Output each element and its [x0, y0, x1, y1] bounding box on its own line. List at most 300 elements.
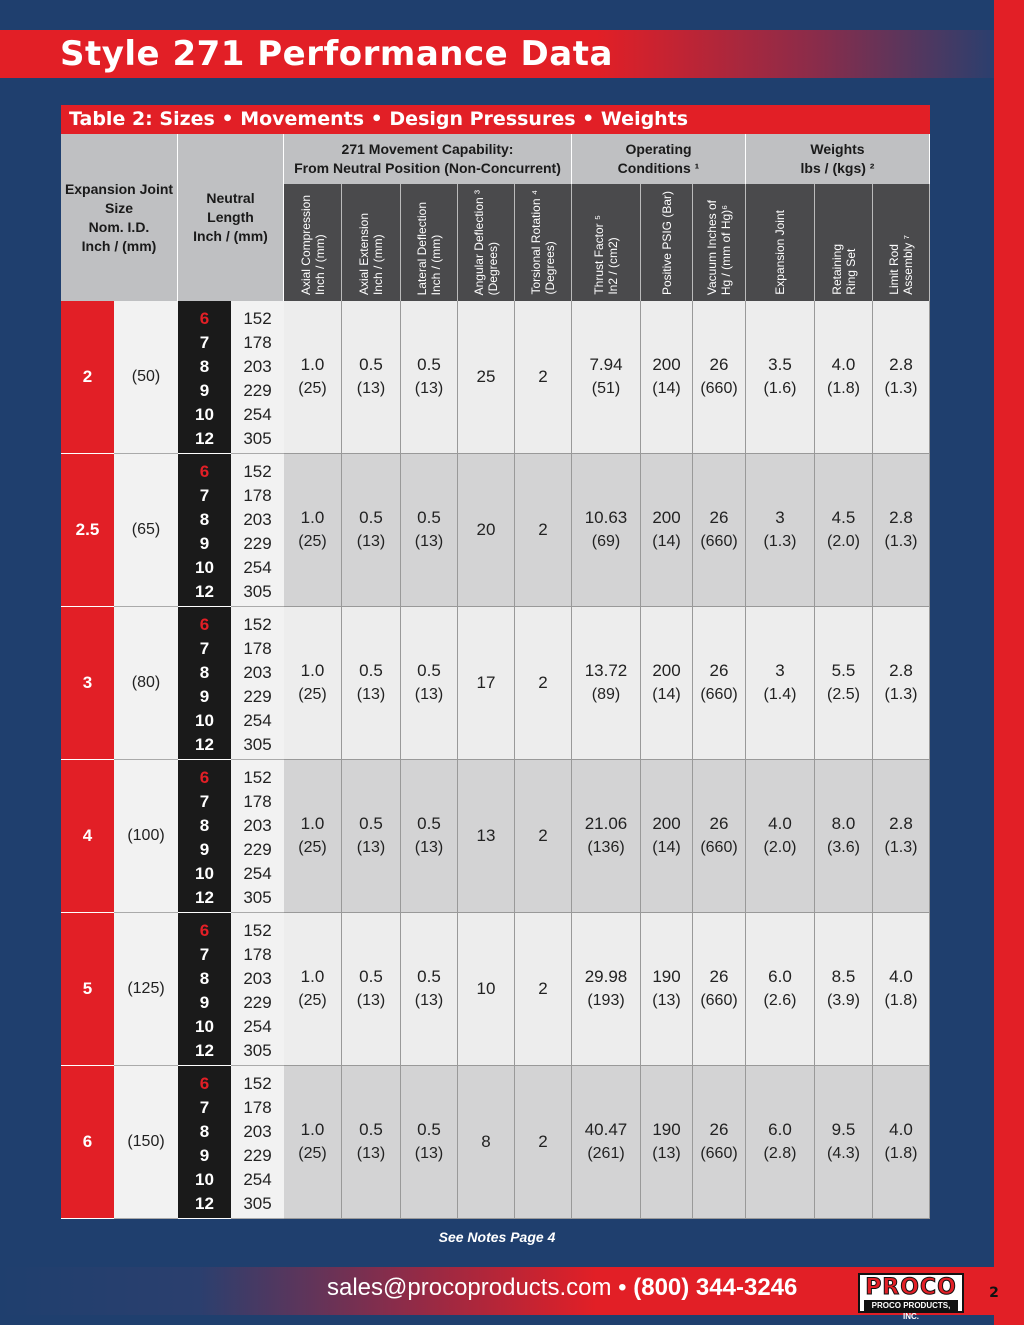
- table-cell: [572, 607, 641, 760]
- neutral-length-inch: 9: [199, 534, 210, 553]
- cell-value: 10.63: [584, 508, 628, 527]
- table-cell: [284, 1066, 342, 1219]
- cell-value: 4.0: [889, 1120, 913, 1139]
- cell-value: 8.0: [831, 814, 856, 833]
- column-header-line2: Inch / (mm): [312, 234, 327, 295]
- cell-metric-value: (2.5): [827, 686, 860, 703]
- column-header-line1: Lateral Deflection: [415, 201, 429, 295]
- header-line: Nom. I.D.: [88, 218, 150, 235]
- cell-value: 200: [652, 508, 681, 527]
- neutral-length-mm: 229: [243, 687, 272, 706]
- cell-value: 2.8: [889, 661, 913, 680]
- table-cell: [873, 1066, 930, 1219]
- table-cell: [572, 301, 641, 454]
- phone-number[interactable]: (800) 344-3246: [633, 1274, 798, 1301]
- table-cell: [458, 301, 515, 454]
- table-cell: [401, 1066, 458, 1219]
- cell-value: 2: [538, 1132, 548, 1151]
- cell-value: 1.0: [300, 1120, 325, 1139]
- column-header-line1: Axial Extension: [357, 212, 371, 295]
- cell-value: 26: [709, 967, 729, 986]
- column-header-line1: Expansion Joint: [773, 210, 787, 295]
- neutral-length-mm: 178: [243, 1098, 272, 1117]
- neutral-length-inch: 9: [199, 687, 210, 706]
- cell-value: 40.47: [584, 1120, 628, 1139]
- table-cell: [873, 760, 930, 913]
- cell-value: 8.5: [831, 967, 856, 986]
- email-link[interactable]: sales@procoproducts.com: [327, 1274, 612, 1301]
- cell-value: 9.5: [831, 1120, 856, 1139]
- header-line: Length: [207, 209, 254, 225]
- column-header: [284, 184, 342, 301]
- table-cell: [515, 1066, 572, 1219]
- header-weights: [746, 134, 930, 184]
- table-cell: [458, 1066, 515, 1219]
- table-cell: [401, 760, 458, 913]
- proco-logo: [858, 1273, 964, 1321]
- cell-value: 0.5: [417, 355, 441, 374]
- table-cell: [342, 760, 401, 913]
- cell-value: 200: [652, 661, 681, 680]
- cell-value: 2: [538, 826, 548, 845]
- table-cell: [284, 607, 342, 760]
- page-title: Style 271 Performance Data: [60, 34, 613, 74]
- column-header-line2: Inch / (mm): [371, 234, 385, 295]
- column-header: [572, 184, 641, 301]
- column-header-line2: Hg / (mm of Hg)⁶: [719, 204, 733, 295]
- cell-value: 190: [652, 967, 681, 986]
- table-cell: [284, 913, 342, 1066]
- column-header-line1: Limit Rod: [887, 244, 901, 295]
- cell-value: 0.5: [417, 967, 441, 986]
- cell-metric-value: (193): [587, 992, 625, 1009]
- table-cell: [458, 913, 515, 1066]
- cell-metric-value: (13): [356, 992, 386, 1009]
- cell-metric-value: (14): [652, 839, 681, 856]
- cell-value: 4.0: [889, 967, 913, 986]
- table-cell: [873, 454, 930, 607]
- neutral-length-mm: 152: [243, 615, 272, 634]
- cell-metric-value: (14): [652, 380, 681, 397]
- cell-metric-value: (2.8): [763, 1145, 797, 1162]
- table-cell: [572, 1066, 641, 1219]
- table-cell: [815, 760, 873, 913]
- table-cell: [342, 454, 401, 607]
- neutral-length-mm: 305: [243, 888, 272, 907]
- neutral-length-mm: 178: [243, 945, 272, 964]
- cell-metric-value: (2.0): [763, 839, 797, 856]
- cell-value: 0.5: [417, 1120, 441, 1139]
- neutral-length-mm: 203: [243, 357, 272, 376]
- table-cell: [515, 301, 572, 454]
- cell-value: 2: [538, 673, 548, 692]
- table-cell: [284, 454, 342, 607]
- table-cell: [693, 760, 746, 913]
- table-cell: [815, 913, 873, 1066]
- cell-metric-value: (3.9): [827, 992, 860, 1009]
- table-cell: [641, 301, 693, 454]
- cell-metric-value: (1.4): [763, 686, 797, 703]
- cell-value: 0.5: [417, 508, 441, 527]
- table-cell: [515, 454, 572, 607]
- table-cell: [458, 454, 515, 607]
- size-mm: (100): [114, 760, 178, 913]
- header-line: Size: [104, 199, 133, 216]
- cell-value: 0.5: [359, 508, 383, 527]
- neutral-length-mm: 178: [243, 486, 272, 505]
- table-cell: [515, 913, 572, 1066]
- page-number: 2: [989, 1285, 999, 1301]
- table-caption: Table 2: Sizes • Movements • Design Pressures • Weights: [61, 105, 930, 134]
- neutral-length-mm: 178: [243, 792, 272, 811]
- table-cell: [401, 607, 458, 760]
- neutral-length-mm: 178: [243, 639, 272, 658]
- table-cell: [572, 913, 641, 1066]
- neutral-length-inch-list: [178, 1066, 231, 1219]
- size-inch: 3: [61, 607, 114, 760]
- neutral-length-mm: 203: [243, 1122, 272, 1141]
- neutral-length-inch: 9: [199, 1146, 210, 1165]
- header-movement: [284, 134, 572, 184]
- size-inch: 4: [61, 760, 114, 913]
- neutral-length-inch: 9: [199, 993, 210, 1012]
- table-cell: [746, 454, 815, 607]
- column-header-text: [660, 191, 674, 295]
- cell-metric-value: (1.3): [884, 533, 918, 550]
- neutral-length-inch-list: [178, 301, 231, 454]
- header-operating: [572, 134, 746, 184]
- header-line: 271 Movement Capability:: [341, 141, 514, 157]
- table-cell: [641, 607, 693, 760]
- cell-value: 200: [652, 355, 681, 374]
- column-header: [815, 184, 873, 301]
- neutral-length-mm: 305: [243, 582, 272, 601]
- column-header-text: [472, 190, 500, 295]
- neutral-length-inch: 10: [195, 558, 214, 577]
- cell-metric-value: (25): [298, 839, 327, 856]
- neutral-length-inch: 10: [195, 405, 214, 424]
- table-cell: [458, 760, 515, 913]
- neutral-length-inch: 7: [199, 792, 210, 811]
- cell-metric-value: (13): [414, 533, 444, 550]
- column-header-line1: Thrust Factor ⁵: [592, 215, 606, 295]
- cell-value: 2.8: [889, 355, 913, 374]
- cell-value: 7.94: [589, 355, 623, 374]
- neutral-length-mm: 152: [243, 768, 272, 787]
- cell-metric-value: (69): [591, 533, 621, 550]
- table-cell: [746, 301, 815, 454]
- neutral-length-mm: 152: [243, 462, 272, 481]
- table-cell: [515, 607, 572, 760]
- cell-value: 20: [476, 520, 496, 539]
- cell-metric-value: (13): [414, 380, 444, 397]
- column-header-text: [887, 235, 915, 295]
- cell-metric-value: (660): [700, 1145, 738, 1162]
- cell-value: 1.0: [300, 967, 325, 986]
- notes-reference: See Notes Page 4: [438, 1229, 556, 1245]
- cell-metric-value: (25): [298, 533, 327, 550]
- table-cell: [641, 913, 693, 1066]
- neutral-length-inch: 10: [195, 1170, 214, 1189]
- neutral-length-inch: 6: [199, 462, 210, 481]
- neutral-length-mm-list: [231, 454, 284, 607]
- neutral-length-mm: 254: [243, 711, 272, 730]
- cell-metric-value: (4.3): [827, 1145, 860, 1162]
- table-cell: [693, 454, 746, 607]
- table-cell: [693, 913, 746, 1066]
- neutral-length-inch: 8: [199, 663, 210, 682]
- column-header-line2: Assembly ⁷: [901, 235, 915, 295]
- neutral-length-inch: 12: [195, 429, 214, 448]
- cell-value: 3.5: [768, 355, 792, 374]
- neutral-length-mm: 229: [243, 993, 272, 1012]
- neutral-length-inch: 8: [199, 969, 210, 988]
- cell-metric-value: (1.3): [763, 533, 797, 550]
- table-cell: [873, 607, 930, 760]
- neutral-length-inch: 12: [195, 735, 214, 754]
- neutral-length-inch-list: [178, 454, 231, 607]
- table-cell: [572, 760, 641, 913]
- cell-metric-value: (2.0): [827, 533, 860, 550]
- cell-metric-value: (660): [700, 533, 738, 550]
- size-mm: (125): [114, 913, 178, 1066]
- neutral-length-inch: 10: [195, 1017, 214, 1036]
- cell-metric-value: (1.8): [884, 1145, 918, 1162]
- cell-value: 21.06: [584, 814, 628, 833]
- column-header-text: [705, 200, 733, 295]
- cell-value: 13.72: [584, 661, 628, 680]
- table-cell: [342, 607, 401, 760]
- table-cell: [284, 760, 342, 913]
- cell-value: 25: [476, 367, 496, 386]
- column-header-text: [592, 215, 620, 295]
- neutral-length-inch: 6: [199, 1074, 210, 1093]
- cell-metric-value: (261): [587, 1145, 625, 1162]
- cell-value: 26: [709, 661, 729, 680]
- neutral-length-inch: 8: [199, 1122, 210, 1141]
- cell-metric-value: (13): [356, 686, 386, 703]
- size-inch: 2: [61, 301, 114, 454]
- size-inch: 2.5: [61, 454, 114, 607]
- column-header: [401, 184, 458, 301]
- cell-value: 2.8: [889, 508, 913, 527]
- neutral-length-inch: 8: [199, 357, 210, 376]
- column-header: [641, 184, 693, 301]
- performance-table: [61, 105, 930, 1219]
- neutral-length-mm: 229: [243, 381, 272, 400]
- cell-metric-value: (1.3): [884, 839, 918, 856]
- cell-value: 2: [538, 520, 548, 539]
- cell-value: 6.0: [768, 967, 792, 986]
- neutral-length-inch: 8: [199, 816, 210, 835]
- cell-value: 29.98: [584, 967, 628, 986]
- cell-metric-value: (1.8): [827, 380, 860, 397]
- size-mm: (65): [114, 454, 178, 607]
- table-cell: [641, 760, 693, 913]
- header-line: Conditions ¹: [617, 160, 700, 176]
- cell-metric-value: (51): [591, 380, 621, 397]
- neutral-length-mm: 229: [243, 1146, 272, 1165]
- cell-metric-value: (660): [700, 380, 738, 397]
- neutral-length-inch: 6: [199, 768, 210, 787]
- cell-value: 4.5: [831, 508, 856, 527]
- header-line: Operating: [625, 141, 692, 157]
- cell-metric-value: (13): [414, 1145, 444, 1162]
- cell-value: 0.5: [359, 814, 383, 833]
- cell-value: 0.5: [417, 814, 441, 833]
- cell-metric-value: (1.3): [884, 686, 918, 703]
- cell-value: 0.5: [359, 1120, 383, 1139]
- column-header-text: [773, 210, 787, 295]
- header-line: From Neutral Position (Non-Concurrent): [294, 160, 561, 176]
- cell-metric-value: (1.6): [763, 380, 797, 397]
- cell-value: 4.0: [768, 814, 792, 833]
- cell-metric-value: (1.3): [884, 380, 918, 397]
- table-cell: [401, 301, 458, 454]
- table-cell: [746, 607, 815, 760]
- column-header-line1: Positive PSIG (Bar): [659, 190, 674, 295]
- neutral-length-inch-list: [178, 913, 231, 1066]
- right-accent-bar: [994, 0, 1024, 1325]
- neutral-length-inch: 12: [195, 1194, 214, 1213]
- table-cell: [641, 454, 693, 607]
- table-cell: [693, 301, 746, 454]
- neutral-length-inch: 12: [195, 1041, 214, 1060]
- neutral-length-inch: 6: [199, 921, 210, 940]
- table-cell: [873, 913, 930, 1066]
- table-cell: [873, 301, 930, 454]
- logo-word: PROCO: [865, 1275, 957, 1300]
- neutral-length-inch: 6: [199, 615, 210, 634]
- cell-value: 26: [709, 1120, 729, 1139]
- table-cell: [342, 301, 401, 454]
- cell-metric-value: (13): [414, 686, 444, 703]
- cell-value: 1.0: [300, 508, 325, 527]
- neutral-length-mm: 152: [243, 921, 272, 940]
- cell-value: 17: [476, 673, 496, 692]
- neutral-length-inch: 7: [199, 333, 210, 352]
- column-header-line1: Axial Compression: [298, 194, 313, 295]
- column-header-text: [529, 190, 557, 295]
- neutral-length-inch-list: [178, 760, 231, 913]
- neutral-length-mm: 254: [243, 1017, 272, 1036]
- cell-metric-value: (13): [356, 839, 386, 856]
- cell-value: 200: [652, 814, 681, 833]
- table-cell: [401, 454, 458, 607]
- neutral-length-inch-list: [178, 607, 231, 760]
- table-cell: [693, 1066, 746, 1219]
- neutral-length-mm: 203: [243, 663, 272, 682]
- neutral-length-mm: 203: [243, 816, 272, 835]
- table-cell: [815, 607, 873, 760]
- cell-value: 2: [538, 979, 548, 998]
- cell-metric-value: (660): [700, 992, 738, 1009]
- column-header: [693, 184, 746, 301]
- neutral-length-mm-list: [231, 913, 284, 1066]
- cell-metric-value: (14): [652, 533, 681, 550]
- cell-value: 0.5: [359, 661, 383, 680]
- table-cell: [746, 1066, 815, 1219]
- cell-value: 13: [476, 826, 496, 845]
- logo-subtitle: PROCO PRODUCTS, INC.: [864, 1300, 958, 1311]
- column-header: [746, 184, 815, 301]
- column-header-text: [830, 244, 858, 295]
- neutral-length-inch: 12: [195, 888, 214, 907]
- cell-metric-value: (1.8): [884, 992, 918, 1009]
- neutral-length-inch: 10: [195, 711, 214, 730]
- header-line: Weights: [810, 141, 865, 157]
- neutral-length-mm: 229: [243, 534, 272, 553]
- neutral-length-inch: 9: [199, 381, 210, 400]
- neutral-length-inch: 7: [199, 486, 210, 505]
- neutral-length-inch: 7: [199, 1098, 210, 1117]
- neutral-length-mm: 254: [243, 864, 272, 883]
- column-header-text: [299, 195, 327, 295]
- neutral-length-mm: 305: [243, 429, 272, 448]
- column-header: [342, 184, 401, 301]
- cell-value: 26: [709, 508, 729, 527]
- cell-value: 2.8: [889, 814, 913, 833]
- size-mm: (80): [114, 607, 178, 760]
- table-cell: [815, 454, 873, 607]
- column-header-line2: In2 / (cm2): [606, 237, 620, 295]
- cell-metric-value: (25): [298, 992, 327, 1009]
- neutral-length-inch: 7: [199, 945, 210, 964]
- cell-metric-value: (25): [298, 1145, 327, 1162]
- size-mm: (50): [114, 301, 178, 454]
- column-header-line2: Ring Set: [843, 248, 858, 295]
- table-cell: [815, 301, 873, 454]
- cell-value: 4.0: [831, 355, 856, 374]
- cell-metric-value: (13): [414, 992, 444, 1009]
- cell-metric-value: (660): [700, 839, 738, 856]
- neutral-length-mm: 305: [243, 1194, 272, 1213]
- table-cell: [284, 301, 342, 454]
- table-cell: [693, 607, 746, 760]
- header-size: [61, 134, 178, 301]
- table-cell: [515, 760, 572, 913]
- cell-value: 26: [709, 814, 729, 833]
- column-header: [515, 184, 572, 301]
- cell-value: 10: [476, 979, 496, 998]
- column-header-line1: Angular Deflection ³: [472, 189, 486, 295]
- cell-value: 1.0: [300, 814, 325, 833]
- cell-value: 0.5: [417, 661, 441, 680]
- column-header-line2: (Degrees): [543, 241, 557, 295]
- cell-value: 3: [775, 661, 785, 680]
- neutral-length-inch: 10: [195, 864, 214, 883]
- neutral-length-mm: 305: [243, 1041, 272, 1060]
- neutral-length-mm-list: [231, 760, 284, 913]
- cell-metric-value: (13): [652, 1145, 681, 1162]
- table-cell: [342, 1066, 401, 1219]
- neutral-length-inch: 6: [199, 309, 210, 328]
- neutral-length-mm: 178: [243, 333, 272, 352]
- table-cell: [458, 607, 515, 760]
- cell-metric-value: (660): [700, 686, 738, 703]
- neutral-length-mm: 229: [243, 840, 272, 859]
- neutral-length-inch: 8: [199, 510, 210, 529]
- cell-value: 0.5: [359, 967, 383, 986]
- cell-value: 26: [709, 355, 729, 374]
- neutral-length-inch: 9: [199, 840, 210, 859]
- separator: •: [618, 1274, 627, 1301]
- table-cell: [401, 913, 458, 1066]
- table-cell: [342, 913, 401, 1066]
- cell-value: 6.0: [768, 1120, 792, 1139]
- cell-value: 1.0: [300, 355, 325, 374]
- cell-value: 0.5: [359, 355, 383, 374]
